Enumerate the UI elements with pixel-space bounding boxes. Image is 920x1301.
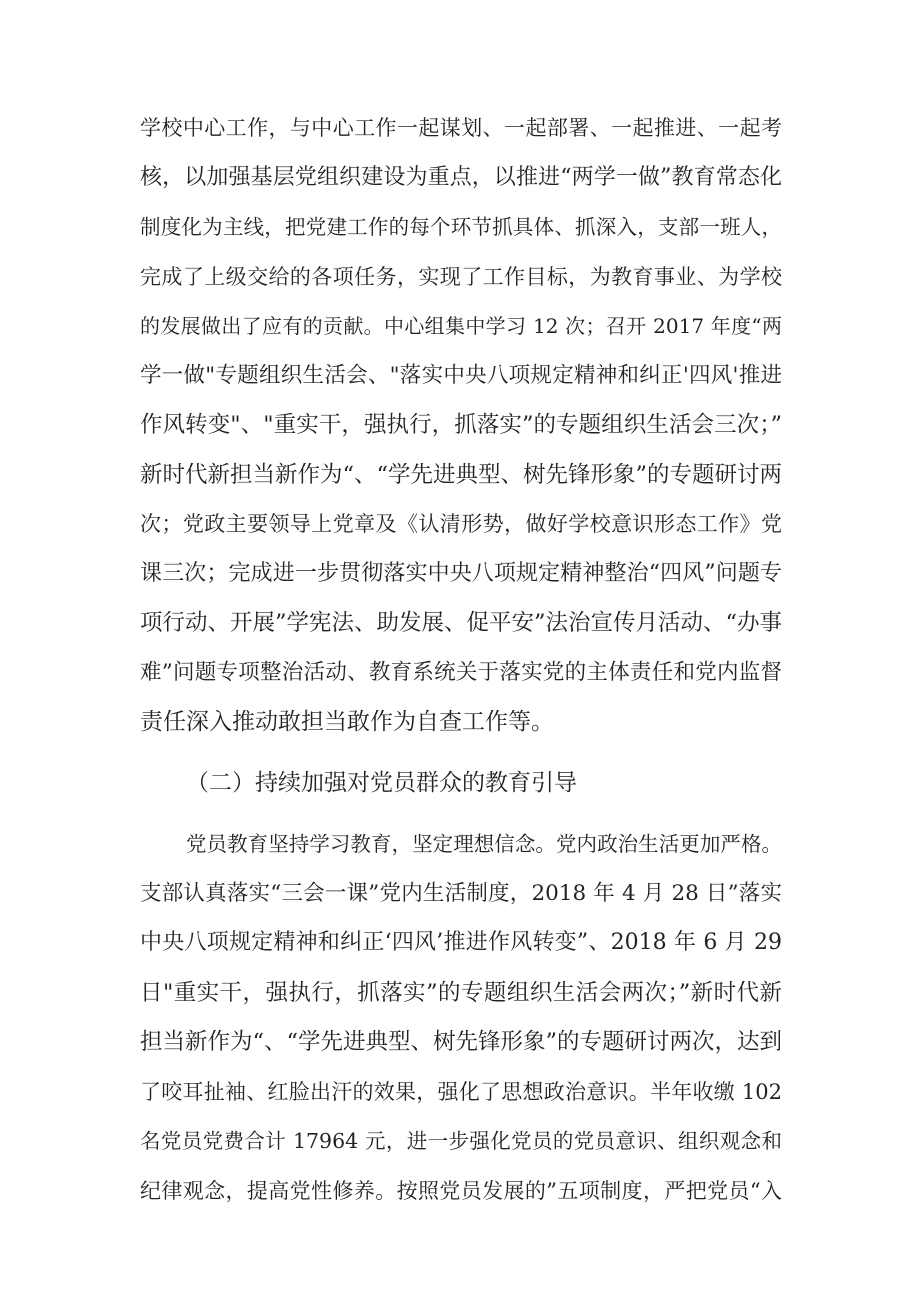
paragraph-line: 学一做"专题组织生活会、"落实中央八项规定精神和纠正'四风'推进 [140,363,782,388]
paragraph-line: 项行动、开展”学宪法、助发展、促平安”法治宣传月活动、“办事 [140,610,783,636]
paragraph-line: 党员教育坚持学习教育，坚定理想信念。党内政治生活更加严格。 [186,832,782,856]
paragraph-line: 支部认真落实“三会一课”党内生活制度，2018 年 4 月 28 日”落实 [140,881,782,906]
paragraph-line: 完成了上级交给的各项任务，实现了工作目标，为教育事业、为学校 [140,265,782,289]
paragraph-line: 了咬耳扯袖、红脸出汗的效果，强化了思想政治意识。半年收缴 102 [140,1080,782,1104]
paragraph-line: 中央八项规定精神和纠正‘四风’推进作风转变”、2018 年 6 月 29 [140,930,782,955]
paragraph-line: 日"重实干，强执行，抓落实”的专题组织生活会两次；”新时代新 [140,980,782,1006]
paragraph-line: 担当新作为“、“学先进典型、树先锋形象”的专题研讨两次，达到 [140,1029,783,1055]
paragraph-line: 作风转变"、"重实干，强执行，抓落实”的专题组织生活会三次；” [140,412,782,438]
paragraph-line: 难”问题专项整治活动、教育系统关于落实党的主体责任和党内监督 [140,660,782,685]
paragraph-line: 核，以加强基层党组织建设为重点，以推进“两学一做”教育常态化 [140,165,782,190]
paragraph-line: 次；党政主要领导上党章及《认清形势，做好学校意识形态工作》党 [140,512,782,536]
section-heading: （二）持续加强对党员群众的教育引导 [186,770,577,796]
paragraph-line: 课三次；完成进一步贯彻落实中央八项规定精神整治“四风”问题专 [140,561,782,586]
paragraph-line: 责任深入推动敢担当敢作为自查工作等。 [140,709,554,735]
paragraph-line: 学校中心工作，与中心工作一起谋划、一起部署、一起推进、一起考 [140,116,782,140]
paragraph-line: 制度化为主线，把党建工作的每个环节抓具体、抓深入，支部一班人， [140,215,782,239]
paragraph-line: 纪律观念，提高党性修养。按照党员发展的”五项制度，严把党员“入 [140,1179,782,1203]
paragraph-line: 的发展做出了应有的贡献。中心组集中学习 12 次；召开 2017 年度“两 [140,314,782,338]
paragraph-line: 名党员党费合计 17964 元，进一步强化党员的党员意识、组织观念和 [140,1129,782,1153]
paragraph-line: 新时代新担当新作为“、“学先进典型、树先锋形象”的专题研讨两 [140,462,783,488]
